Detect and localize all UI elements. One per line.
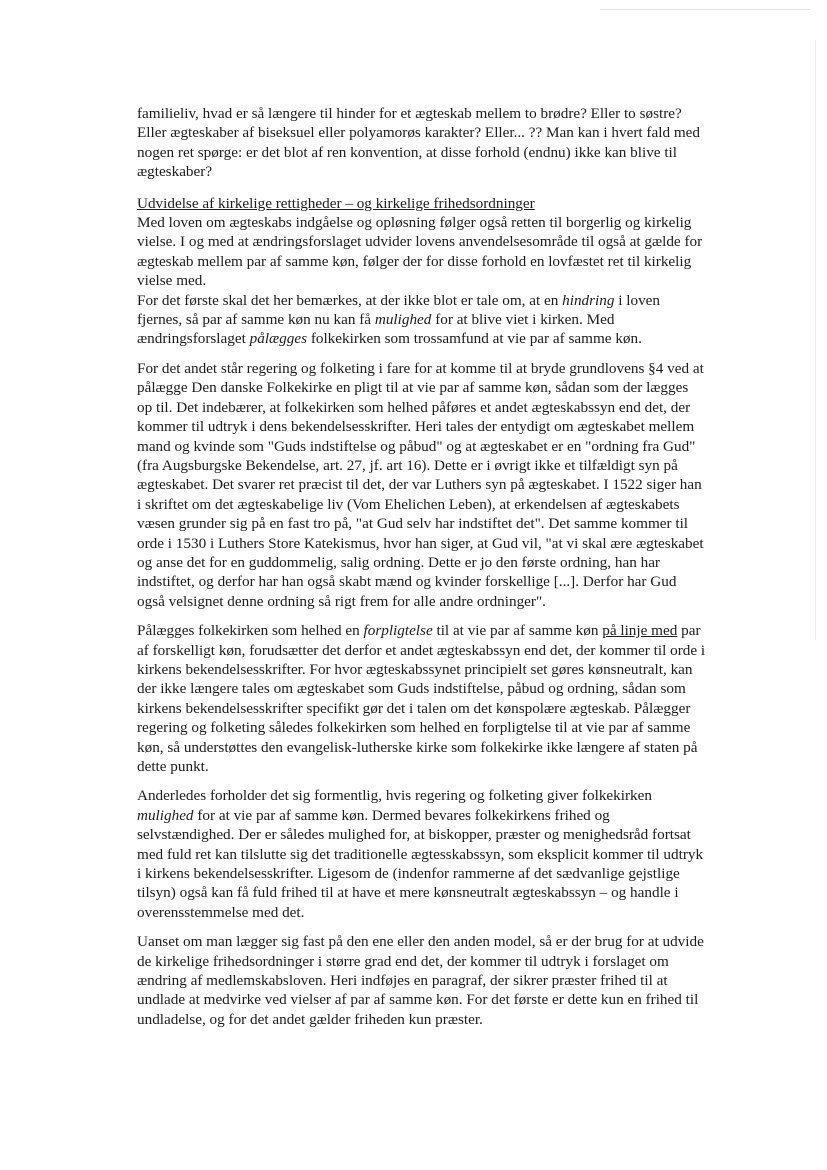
scan-edge-line-right [815,40,816,640]
text-run: For det første skal det her bemærkes, at der ikke blot er tale om, at en [137,291,563,309]
section-heading: Udvidelse af kirkelige rettigheder – og kirkelige frihedsordninger [137,194,535,212]
text-run: for at vie par af samme køn. Dermed bevares folkekirkens frihed og selvstændighed. Der er således mulighed for, at biskopper, præster og menighedsråd fortsat med fuld ret kan tilslutte sig det traditionelle ægtesskabssyn, som eksplicit kommer til udtryk i kirkens bekendelsesskrifter. Ligesom de (indenfor rammerne af det sædvanlige gejstlige tilsyn) også kan få fuld frihed til at have et mere kønsneutralt ægteskabssyn – og handle i overensstemmelse med det. [137,806,704,921]
paragraph-uanset: Uanset om man lægger sig fast på den ene eller den anden model, så er der brug for at udvide de kirkelige frihedsordninger i større grad end det, der kommer til udtryk i forslaget om ændring af medlemskabsloven. Heri indføjes en paragraf, der sikrer præster frihed til at undlade at medvirke ved vielser af par af samme køn. For det første er dette kun en frihed til undladelse, og for det andet gælder friheden kun præster. [137,933,704,1028]
scan-edge-line [600,9,810,10]
underlined-paa-linje-med: på linje med [602,622,678,640]
text-run: folkekirken som trossamfund at vie par af samme køn. [307,330,642,348]
document-body [137,104,707,1039]
paragraph-loven: Med loven om ægteskabs indgåelse og opløsning følger også retten til borgerlig og kirkelig vielse. I og med at ændringsforslaget udvider lovens anvendelsesområde til også at gælde for ægteskab mellem par af samme køn, følger der for disse forhold en lovfæstet ret til kirkelig vielse med. [137,214,703,290]
text-run: Pålægges folkekirken som helhed en [137,622,364,640]
emphasis-paalaegges: pålægges [249,330,308,348]
emphasis-forpligtelse: forpligtelse [363,622,433,640]
emphasis-mulighed: mulighed [137,806,194,824]
paragraph-anderledes [137,786,707,922]
text-run: Anderledes forholder det sig formentlig, hvis regering og folketing giver folkekirken [137,787,652,805]
text-run: i loven fjernes, så par af samme køn nu kan få [137,291,661,329]
paragraph-paalaegges [137,621,707,776]
text-run: par af forskelligt køn, forudsætter det derfor et andet ægteskabssyn end det, der kommer til orde i kirkens bekendelsesskrifter. For hvor ægteskabssynet principielt set gøres kønsneutralt, kan der ikke længere tales om ægteskabet som Guds indstiftelse, påbud og ordning, sådan som kirkens bekendelsesskrifter specifikt gør det i talen om det kønspolære ægteskab. Pålægger regering og folketing således folkekirken som helhed en forpligtelse til at vie par af samme køn, så understøttes den evangelisk-lutherske kirke som folkekirke ikke længere af staten på dette punkt. [137,622,706,775]
paragraph-foerste [137,291,707,349]
text-run: til at vie par af samme køn [432,622,603,640]
paragraph-familieliv: familieliv, hvad er så længere til hinder for et ægteskab mellem to brødre? Eller to søstre? Eller ægteskaber af biseksuel eller polyamorøs karakter? Eller... ?? Man kan i hvert fald med nogen ret spørge: er det blot af ren konvention, at disse forhold (endnu) ikke kan blive til ægteskaber? [137,105,700,181]
text-run: for at blive viet i kirken. Med ændringsforslaget [137,311,615,348]
emphasis-mulighed: mulighed [374,311,432,329]
emphasis-hindring: hindring [562,291,615,309]
paragraph-andet: For det andet står regering og folketing i fare for at komme til at bryde grundlovens §4 ved at pålægge Den danske Folkekirke en pligt til at vie par af samme køn, sådan som der lægges op til. Det indebærer, at folkekirken som helhed påføres et andet ægteskabssyn end det, der kommer til udtryk i dens bekendelsesskrifter. Heri tales der entydigt om ægteskabet mellem mand og kvinde som "Guds indstiftelse og påbud" og at ægteskabet er en "ordning fra Gud" (fra Augsburgske Bekendelse, art. 27, jf. art 16). Dette er i øvrigt ikke et tilfældigt syn på ægteskabet. Det svarer ret præcist til det, der var Luthers syn på ægteskabet. I 1522 siger han i skriftet om det ægteskabelige liv (Vom Ehelichen Leben), at erkendelsen af ægteskabets væsen grunder sig på en fast tro på, "at Gud selv har indstiftet det". Det samme kommer til orde i 1530 i Luthers Store Katekismus, hvor han siger, at Gud vil, "at vi skal ære ægteskabet og anse det for en guddommelig, salig ordning. Dette er jo den første ordning, han har indstiftet, og derfor har han også skabt mænd og kvinder forskellige [...]. Derfor har Gud også velsignet denne ordning så rigt frem for alle andre ordninger". [137,359,704,610]
